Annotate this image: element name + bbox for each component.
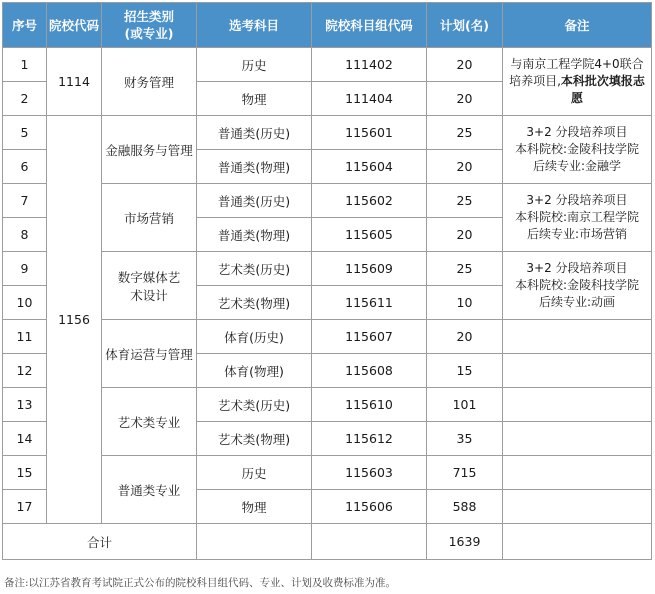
- group-code-cell: 115606: [312, 490, 427, 524]
- remark-line: 3+2 分段培养项目: [526, 193, 628, 207]
- plan-cell: 20: [427, 82, 503, 116]
- seq-cell: 7: [3, 184, 47, 218]
- seq-cell: 10: [3, 286, 47, 320]
- seq-cell: 12: [3, 354, 47, 388]
- total-row: [3, 524, 652, 560]
- category-cell: 普通类专业: [102, 456, 197, 524]
- seq-cell: 5: [3, 116, 47, 150]
- seq-cell: 6: [3, 150, 47, 184]
- remark-line: 本科院校:南京工程学院: [514, 210, 640, 224]
- group-code-cell: 111402: [312, 48, 427, 82]
- subject-cell: 艺术类(物理): [197, 422, 312, 456]
- remark-cell: [503, 456, 652, 490]
- seq-cell: 2: [3, 82, 47, 116]
- category-cell: 体育运营与管理: [102, 320, 197, 388]
- plan-cell: 15: [427, 354, 503, 388]
- plan-cell: 25: [427, 184, 503, 218]
- plan-cell: 20: [427, 218, 503, 252]
- plan-cell: 588: [427, 490, 503, 524]
- header-category-line1: 招生类别: [123, 9, 174, 24]
- subject-cell: 艺术类(物理): [197, 286, 312, 320]
- footnote: 备注:以江苏省教育考试院正式公布的院校科目组代码、专业、计划及收费标准为准。: [4, 577, 397, 589]
- plan-cell: 715: [427, 456, 503, 490]
- subject-cell: 体育(物理): [197, 354, 312, 388]
- plan-cell: 25: [427, 252, 503, 286]
- subject-cell: 普通类(历史): [197, 184, 312, 218]
- remark-cell: [503, 490, 652, 524]
- subject-cell: 历史: [197, 48, 312, 82]
- remark-bold-text: 本科批次填报志愿: [560, 74, 645, 105]
- subject-cell: 物理: [197, 490, 312, 524]
- header-remark: 备注: [503, 3, 652, 48]
- plan-cell: 35: [427, 422, 503, 456]
- seq-cell: 9: [3, 252, 47, 286]
- plan-cell: 20: [427, 150, 503, 184]
- header-category: [102, 3, 197, 48]
- subject-cell: 艺术类(历史): [197, 388, 312, 422]
- category-cell: 数字媒体艺术设计: [102, 252, 197, 320]
- subject-cell: 普通类(物理): [197, 218, 312, 252]
- group-code-cell: 115609: [312, 252, 427, 286]
- header-group-code: 院校科目组代码: [312, 3, 427, 48]
- category-cell: 市场营销: [102, 184, 197, 252]
- remark-cell: [503, 320, 652, 354]
- subject-cell: 历史: [197, 456, 312, 490]
- header-school-code: 院校代码: [47, 3, 102, 48]
- seq-cell: 11: [3, 320, 47, 354]
- remark-line: 后续专业:市场营销: [526, 227, 628, 241]
- plan-cell: 10: [427, 286, 503, 320]
- plan-cell: 20: [427, 320, 503, 354]
- group-code-cell: 115611: [312, 286, 427, 320]
- total-empty-cell: [503, 524, 652, 560]
- remark-line: 本科院校:金陵科技学院: [514, 142, 640, 156]
- remark-cell: [503, 388, 652, 422]
- plan-cell: 20: [427, 48, 503, 82]
- total-empty-cell: [197, 524, 312, 560]
- group-code-cell: 115612: [312, 422, 427, 456]
- seq-cell: 13: [3, 388, 47, 422]
- group-code-cell: 115602: [312, 184, 427, 218]
- group-code-cell: 111404: [312, 82, 427, 116]
- subject-cell: 艺术类(历史): [197, 252, 312, 286]
- header-seq: 序号: [3, 3, 47, 48]
- remark-cell: [503, 354, 652, 388]
- group-code-cell: 115607: [312, 320, 427, 354]
- remark-line: 3+2 分段培养项目: [526, 261, 628, 275]
- table-row: [3, 48, 652, 82]
- school-code-cell: 1114: [47, 48, 102, 116]
- remark-cell: [503, 422, 652, 456]
- seq-cell: 17: [3, 490, 47, 524]
- seq-cell: 1: [3, 48, 47, 82]
- group-code-cell: 115605: [312, 218, 427, 252]
- remark-cell: [503, 184, 652, 252]
- seq-cell: 15: [3, 456, 47, 490]
- plan-cell: 101: [427, 388, 503, 422]
- remark-cell: [503, 116, 652, 184]
- total-empty-cell: [312, 524, 427, 560]
- remark-line: 3+2 分段培养项目: [526, 125, 628, 139]
- total-value: 1639: [427, 524, 503, 560]
- remark-line: 本科院校:金陵科技学院: [514, 278, 640, 292]
- remark-text: 与南京工程学院4+0联合培养项目,: [509, 57, 644, 88]
- remark-cell: [503, 48, 652, 116]
- remark-line: 后续专业:动画: [538, 295, 616, 309]
- subject-cell: 体育(历史): [197, 320, 312, 354]
- category-cell: 财务管理: [102, 48, 197, 116]
- header-row: [3, 3, 652, 48]
- category-cell: 艺术类专业: [102, 388, 197, 456]
- subject-cell: 普通类(历史): [197, 116, 312, 150]
- enrollment-plan-table: [2, 2, 652, 560]
- header-plan: 计划(名): [427, 3, 503, 48]
- table-row: [3, 116, 652, 150]
- group-code-cell: 115603: [312, 456, 427, 490]
- plan-cell: 25: [427, 116, 503, 150]
- header-category-line2: (或专业): [124, 26, 174, 41]
- group-code-cell: 115608: [312, 354, 427, 388]
- seq-cell: 14: [3, 422, 47, 456]
- category-cell: 金融服务与管理: [102, 116, 197, 184]
- school-code-cell: 1156: [47, 116, 102, 524]
- group-code-cell: 115610: [312, 388, 427, 422]
- subject-cell: 普通类(物理): [197, 150, 312, 184]
- remark-cell: [503, 252, 652, 320]
- group-code-cell: 115601: [312, 116, 427, 150]
- group-code-cell: 115604: [312, 150, 427, 184]
- remark-line: 后续专业:金融学: [532, 159, 622, 173]
- total-label: 合计: [3, 524, 197, 560]
- seq-cell: 8: [3, 218, 47, 252]
- subject-cell: 物理: [197, 82, 312, 116]
- header-subject: 选考科目: [197, 3, 312, 48]
